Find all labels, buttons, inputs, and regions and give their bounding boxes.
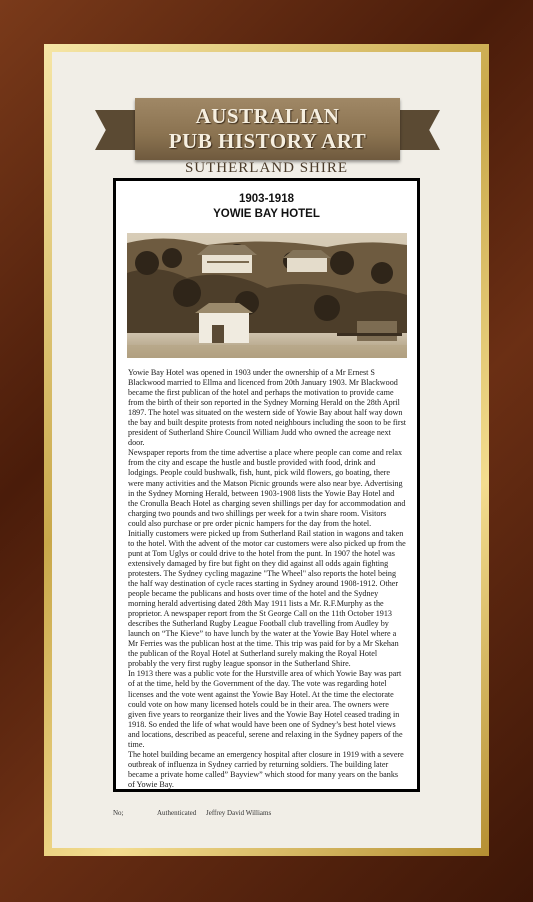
sepia-photo-icon: [127, 233, 407, 358]
title-banner: [95, 98, 440, 160]
author-name: Jeffrey David Williams: [206, 809, 272, 817]
banner-line-2: PUB HISTORY ART: [168, 129, 367, 153]
paragraph: The hotel building became an emergency hospital after closure in 1919 with a severe outbreak of influenza in Sydney carried by returning soldiers. The building later became a private home called” Bayview” which stood for many years on the banks of Yowie Bay.: [128, 749, 404, 789]
banner-ribbon: [135, 98, 400, 160]
history-text: [128, 368, 406, 790]
hotel-photo: [127, 233, 407, 358]
number-label: No;: [113, 809, 124, 817]
heading-title: YOWIE BAY HOTEL: [213, 208, 320, 220]
paragraph: Yowie Bay Hotel was opened in 1903 under the ownership of a Mr Ernest S Blackwood married to Ellma and licenced from 20th January 1903. Mr Blackwood became the first publican of the hotel and perhaps the motivation to provide came from the birth of their son reported in the Sydney Morning Herald on the 28th April 1897. The hotel was situated on the western side of Yowie Bay about half way down the bay and built despite protests from noted neighbours including the soon to be first president of Sutherland Shire Council William Judd who owned the acreage next door.: [128, 368, 407, 448]
paragraph: Newspaper reports from the time advertise a place where people can come and relax from the city and escape the hustle and bustle provided with food, drink and lodgings. People could bushwalk, fish, hunt, pick wild flowers, go boating, there were many activities and the Matson Picnic grounds were also near bye. Advertising in the Sydney Morning Herald, between 1903-1908 lists the Yowie Bay Hotel and the Cronulla Beach Hotel as charging seven shillings per day for accommodation and charging two pounds and two shillings per week for a twin share room. Visitors could also purchase or pre order picnic hampers for the day from the hotel.: [128, 448, 406, 528]
subtitle: SUTHERLAND SHIRE: [184, 160, 349, 176]
heading-years: 1903-1918: [239, 193, 294, 205]
banner-line-1: AUSTRALIAN: [195, 104, 340, 128]
paragraph: In 1913 there was a public vote for the Hurstville area of which Yowie Bay was part of at the time, held by the Government of the day. The vote was regarding hotel licenses and the vote went against the Yowie Bay Hotel. At the time the electorate could vote on how many licensed hotels could be in their area. The owners were given five years to reorganize their lives and the Yowie Bay Hotel ceased trading in 1918. So ended the life of what would have been one of Sydney’s best hotel views and locations, described as peaceful, serene and relaxing in the Sydney papers of the time.: [128, 669, 403, 749]
authenticated-label: Authenticated: [157, 809, 197, 817]
paragraph: Initially customers were picked up from Sutherland Rail station in wagons and taken to the hotel. With the advent of the motor car customers were also picked up from the punt at Tom Uglys or could drive to the hotel from the punt. In 1907 the hotel was extensively damaged by fire but fight on they did against all odds again fighting protesters. The Sydney cycling magazine "The Wheel" also reports the hotel being the half way destination of cycle races starting in Sydney around 1908-1912. Other people became the publicans and hosts over time of the hotel and the Sydney morning herald advertising dated 28th May 1911 lists a Mr. R.F.Murphy as the proprietor. A newspaper report from the St George Call on the 11th October 1913 describes the Sutherland Rugby League Football club travelling from Audley by launch on “The Kieve” to have lunch by the water at the Yowie Bay Hotel where a Mr Ferries was the publican host at the time. This trip was paid for by a Mr Skehan the publican of the Royal Hotel at Sutherland surely making the Royal Hotel probably the very first rugby league sponsor in the Sutherland Shire.: [128, 528, 406, 669]
